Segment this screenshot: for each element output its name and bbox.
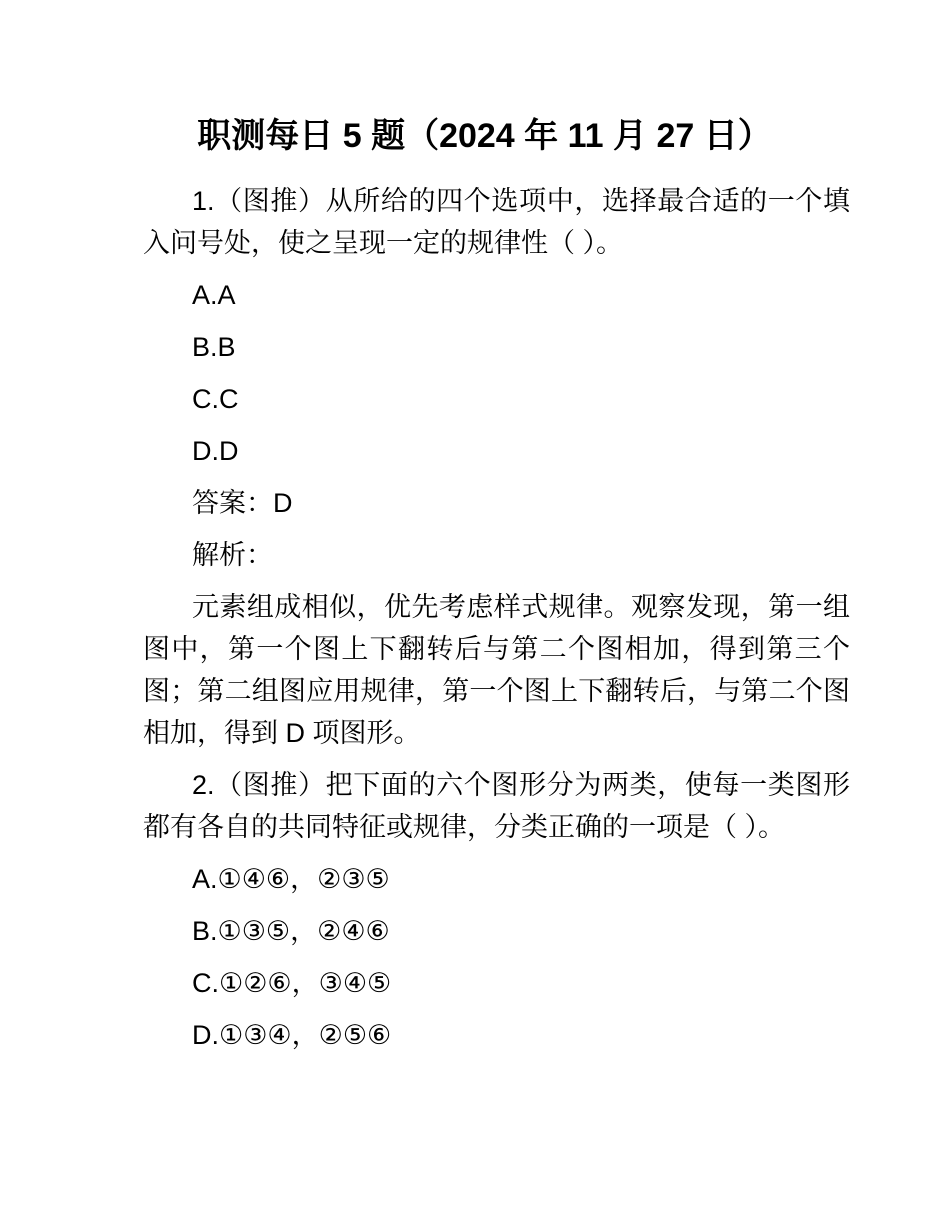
question-2-option-d: D.①③④，②⑤⑥ [192, 1020, 392, 1050]
question-1-option-a: A.A [192, 280, 236, 310]
question-1 [143, 180, 850, 754]
question-1-option-d: D.D [192, 436, 239, 466]
question-2-option-a: A.①④⑥，②③⑤ [192, 864, 390, 894]
question-2 [143, 764, 850, 1056]
question-2-stem: 2.（图推）把下面的六个图形分为两类，使每一类图形都有各自的共同特征或规律，分类正确的一项是（ ）。 [143, 770, 850, 842]
question-1-analysis-label: 解析： [192, 540, 273, 570]
question-2-option-c: C.①②⑥，③④⑤ [192, 968, 392, 998]
question-1-option-b: B.B [192, 332, 236, 362]
question-2-option-b: B.①③⑤，②④⑥ [192, 916, 390, 946]
question-1-answer-line: 答案：D [192, 488, 293, 518]
question-1-analysis-text: 元素组成相似，优先考虑样式规律。观察发现，第一组图中，第一个图上下翻转后与第二个图相加，得到第三个图；第二组图应用规律，第一个图上下翻转后，与第二个图相加，得到 D 项图形。 [143, 592, 850, 748]
question-1-option-c: C.C [192, 384, 239, 414]
question-1-stem: 1.（图推）从所给的四个选项中，选择最合适的一个填入问号处，使之呈现一定的规律性（ ）。 [143, 186, 850, 258]
page-title: 职测每日 5 题（2024 年 11 月 27 日） [197, 117, 772, 155]
